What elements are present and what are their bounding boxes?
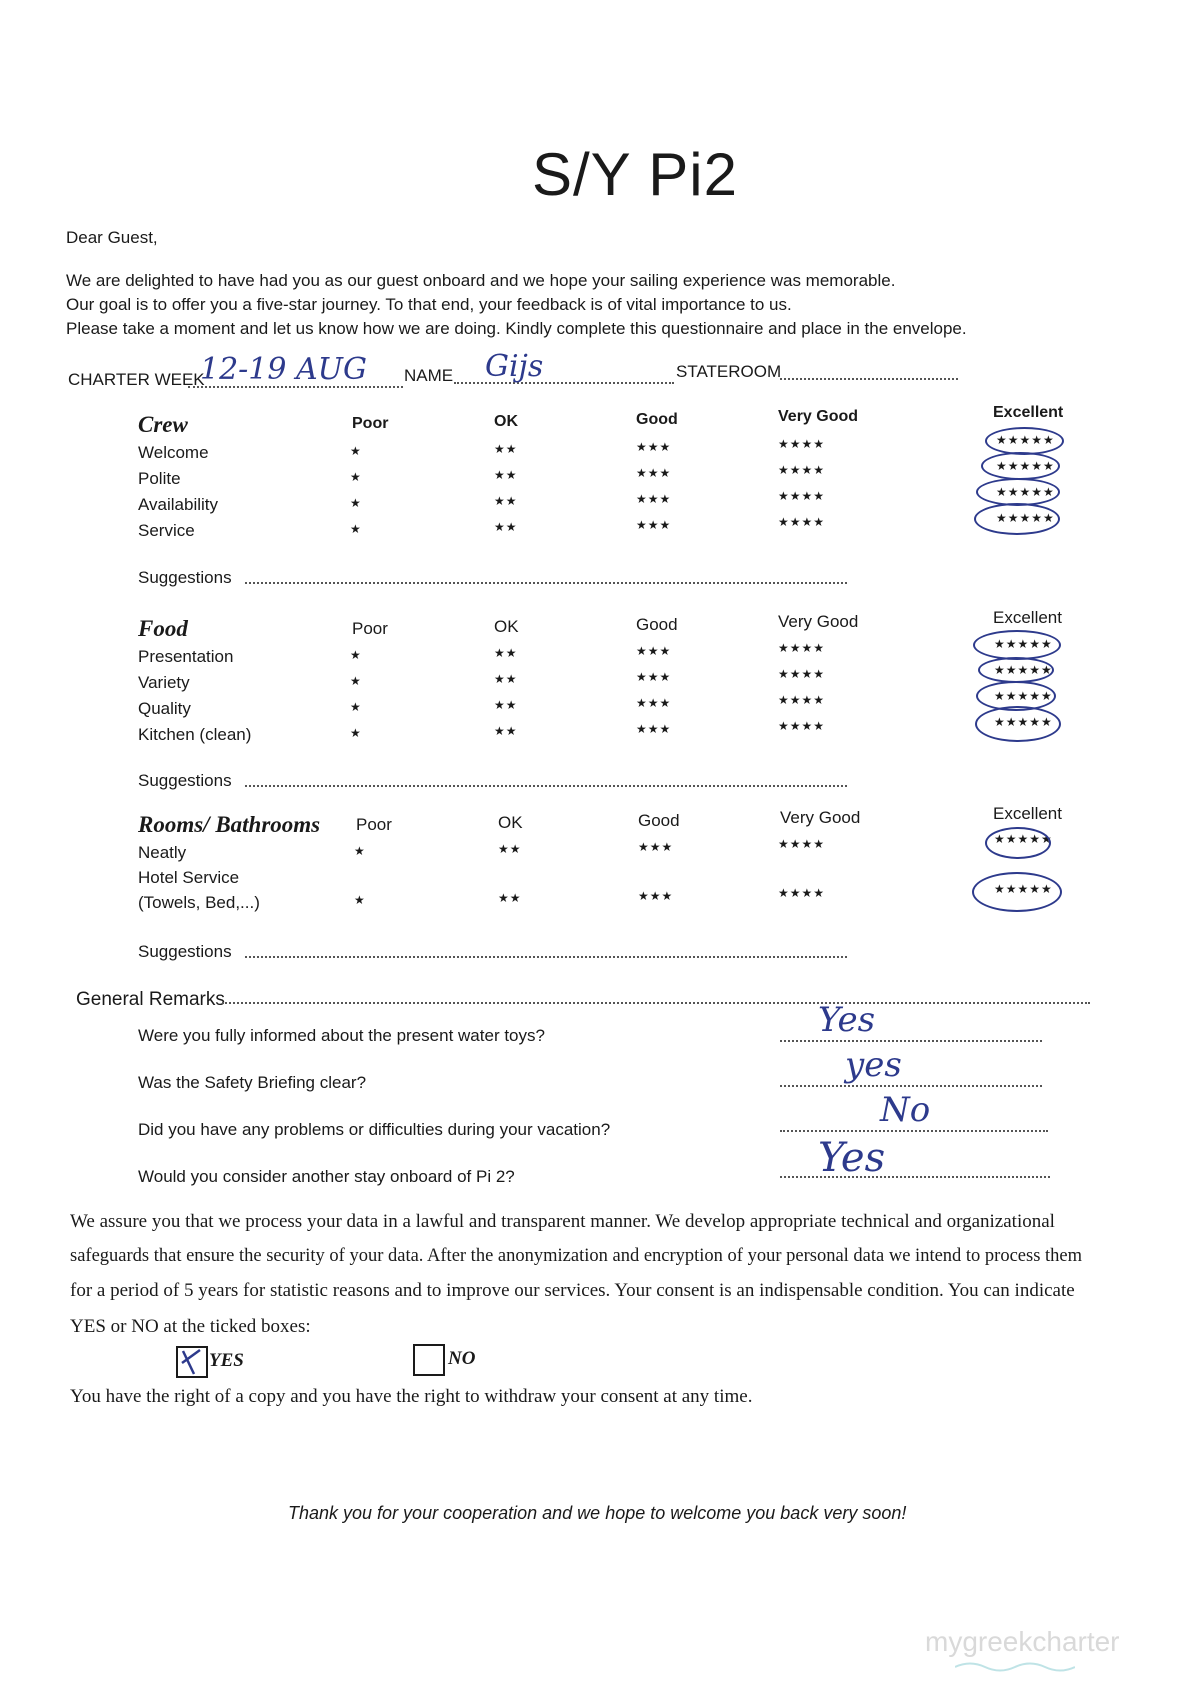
stateroom-line[interactable] — [780, 364, 958, 380]
star-2[interactable]: ★★ — [494, 468, 518, 482]
col-poor: Poor — [352, 415, 389, 432]
section-title-rooms: Rooms/ Bathrooms — [138, 812, 321, 837]
row-label-quality: Quality — [138, 699, 191, 718]
answer-2[interactable]: yes — [845, 1045, 902, 1085]
star-3[interactable]: ★★★ — [638, 889, 674, 903]
star-1[interactable]: ★ — [350, 470, 362, 484]
selection-circle — [973, 630, 1061, 660]
consent-no-label: NO — [448, 1348, 476, 1369]
star-2[interactable]: ★★ — [494, 724, 518, 738]
star-5[interactable]: ★★★★★ — [994, 637, 1053, 651]
star-2[interactable]: ★★ — [494, 442, 518, 456]
selection-circle — [975, 706, 1061, 742]
star-1[interactable]: ★ — [350, 674, 362, 688]
privacy-line-2: safeguards that ensure the security of your data. After the anonymization and encryption of your personal data we intend to process them — [70, 1246, 1083, 1266]
suggestions-line-rooms[interactable] — [245, 942, 847, 958]
col-poor: Poor — [352, 619, 388, 638]
form-title: S/Y Pi2 — [531, 141, 738, 208]
answer-3[interactable]: No — [880, 1090, 931, 1130]
general-remarks-line[interactable] — [222, 988, 1090, 1004]
star-1[interactable]: ★ — [350, 726, 362, 740]
star-4[interactable]: ★★★★ — [778, 437, 826, 451]
question-2: Was the Safety Briefing clear? — [138, 1073, 367, 1092]
row-label-welcome: Welcome — [138, 443, 209, 462]
col-excellent: Excellent — [993, 608, 1062, 627]
star-4[interactable]: ★★★★ — [778, 667, 826, 681]
consent-no-checkbox[interactable] — [413, 1344, 445, 1376]
question-1: Were you fully informed about the present water toys? — [138, 1026, 545, 1045]
consent-yes-label: YES — [209, 1350, 244, 1371]
star-2[interactable]: ★★ — [494, 698, 518, 712]
selection-circle — [974, 503, 1060, 535]
star-1[interactable]: ★ — [350, 444, 362, 458]
row-label-hotel-service-detail: (Towels, Bed,...) — [138, 893, 260, 912]
star-1[interactable]: ★ — [350, 700, 362, 714]
star-1[interactable]: ★ — [350, 496, 362, 510]
row-label-kitchen: Kitchen (clean) — [138, 725, 252, 744]
star-5[interactable]: ★★★★★ — [994, 689, 1053, 703]
intro-line-1: We are delighted to have had you as our guest onboard and we hope your sailing experience was memorable. — [66, 271, 896, 290]
star-4[interactable]: ★★★★ — [778, 463, 826, 477]
star-4[interactable]: ★★★★ — [778, 515, 826, 529]
checkmark-icon — [178, 1348, 206, 1376]
name-label: NAME — [404, 366, 454, 385]
answer-line-2 — [780, 1071, 1042, 1087]
star-3[interactable]: ★★★ — [636, 440, 672, 454]
intro-line-2: Our goal is to offer you a five-star journey. To that end, your feedback is of vital importance to us. — [66, 295, 792, 314]
col-very-good: Very Good — [778, 408, 859, 425]
intro-line-3: Please take a moment and let us know how we are doing. Kindly complete this questionnaire and place in the envelope. — [66, 319, 967, 338]
row-label-hotel-service: Hotel Service — [138, 868, 240, 887]
star-5[interactable]: ★★★★★ — [994, 715, 1053, 729]
star-5[interactable]: ★★★★★ — [996, 433, 1055, 447]
star-1[interactable]: ★ — [350, 522, 362, 536]
star-4[interactable]: ★★★★ — [778, 489, 826, 503]
col-good: Good — [638, 811, 680, 830]
star-4[interactable]: ★★★★ — [778, 837, 826, 851]
suggestions-label-crew: Suggestions — [138, 568, 232, 587]
row-label-availability: Availability — [138, 495, 219, 514]
star-1[interactable]: ★ — [354, 893, 366, 907]
col-good: Good — [636, 615, 678, 634]
col-poor: Poor — [356, 815, 392, 834]
stateroom-label: STATEROOM — [676, 362, 782, 381]
row-label-variety: Variety — [138, 673, 190, 692]
star-3[interactable]: ★★★ — [636, 492, 672, 506]
col-ok: OK — [494, 617, 519, 636]
star-3[interactable]: ★★★ — [636, 518, 672, 532]
col-very-good: Very Good — [780, 808, 861, 827]
star-4[interactable]: ★★★★ — [778, 641, 826, 655]
closing-note: Thank you for your cooperation and we hope to welcome you back very soon! — [288, 1503, 907, 1523]
charter-week-label: CHARTER WEEK — [68, 370, 205, 389]
star-1[interactable]: ★ — [354, 844, 366, 858]
star-2[interactable]: ★★ — [498, 842, 522, 856]
privacy-line-3: for a period of 5 years for statistic reasons and to improve our services. Your consent is an indispensable condition. You can indicate — [70, 1280, 1075, 1301]
star-5[interactable]: ★★★★★ — [996, 511, 1055, 525]
privacy-line-4: YES or NO at the ticked boxes: — [70, 1316, 311, 1337]
selection-circle — [985, 427, 1064, 455]
star-5[interactable]: ★★★★★ — [994, 663, 1053, 677]
star-5[interactable]: ★★★★★ — [994, 832, 1053, 846]
col-excellent: Excellent — [993, 804, 1062, 823]
star-4[interactable]: ★★★★ — [778, 719, 826, 733]
greeting: Dear Guest, — [66, 228, 158, 247]
star-2[interactable]: ★★ — [494, 520, 518, 534]
row-label-neatly: Neatly — [138, 843, 187, 862]
star-3[interactable]: ★★★ — [636, 722, 672, 736]
consent-yes-checkbox[interactable] — [176, 1346, 208, 1378]
col-excellent: Excellent — [993, 404, 1064, 421]
answer-1[interactable]: Yes — [818, 1000, 876, 1040]
col-ok: OK — [494, 413, 518, 430]
star-2[interactable]: ★★ — [498, 891, 522, 905]
star-3[interactable]: ★★★ — [636, 644, 672, 658]
privacy-line-1: We assure you that we process your data in a lawful and transparent manner. We develop appropriate technical and organizational — [70, 1211, 1055, 1232]
question-4: Would you consider another stay onboard of Pi 2? — [138, 1167, 515, 1186]
star-3[interactable]: ★★★ — [636, 696, 672, 710]
name-value[interactable]: Gijs — [485, 349, 544, 384]
star-3[interactable]: ★★★ — [638, 840, 674, 854]
section-title-food: Food — [138, 616, 188, 641]
suggestions-line-crew[interactable] — [245, 568, 847, 584]
col-good: Good — [636, 411, 678, 428]
star-2[interactable]: ★★ — [494, 646, 518, 660]
col-ok: OK — [498, 813, 523, 832]
question-3: Did you have any problems or difficulties during your vacation? — [138, 1120, 611, 1139]
star-5[interactable]: ★★★★★ — [994, 882, 1053, 896]
watermark-logo: mygreekcharter — [925, 1626, 1120, 1657]
section-title-crew: Crew — [138, 412, 188, 437]
suggestions-label-rooms: Suggestions — [138, 942, 232, 961]
general-remarks-label: General Remarks — [76, 989, 225, 1010]
star-4[interactable]: ★★★★ — [778, 886, 826, 900]
privacy-rights: You have the right of a copy and you have the right to withdraw your consent at any time. — [70, 1386, 753, 1407]
wave-icon — [955, 1660, 1075, 1674]
answer-4[interactable]: Yes — [818, 1135, 886, 1181]
row-label-polite: Polite — [138, 469, 181, 488]
selection-circle — [972, 872, 1062, 912]
suggestions-line-food[interactable] — [245, 771, 847, 787]
suggestions-label-food: Suggestions — [138, 771, 232, 790]
selection-circle — [985, 827, 1051, 859]
row-label-presentation: Presentation — [138, 647, 234, 666]
selection-circle — [981, 452, 1060, 480]
star-2[interactable]: ★★ — [494, 494, 518, 508]
star-1[interactable]: ★ — [350, 648, 362, 662]
star-4[interactable]: ★★★★ — [778, 693, 826, 707]
star-3[interactable]: ★★★ — [636, 670, 672, 684]
star-5[interactable]: ★★★★★ — [996, 485, 1055, 499]
selection-circle — [976, 478, 1060, 506]
col-very-good: Very Good — [778, 612, 859, 631]
star-5[interactable]: ★★★★★ — [996, 459, 1055, 473]
row-label-service: Service — [138, 521, 195, 540]
charter-week-value[interactable]: 12-19 AUG — [200, 352, 367, 387]
star-2[interactable]: ★★ — [494, 672, 518, 686]
star-3[interactable]: ★★★ — [636, 466, 672, 480]
selection-circle — [978, 657, 1054, 683]
